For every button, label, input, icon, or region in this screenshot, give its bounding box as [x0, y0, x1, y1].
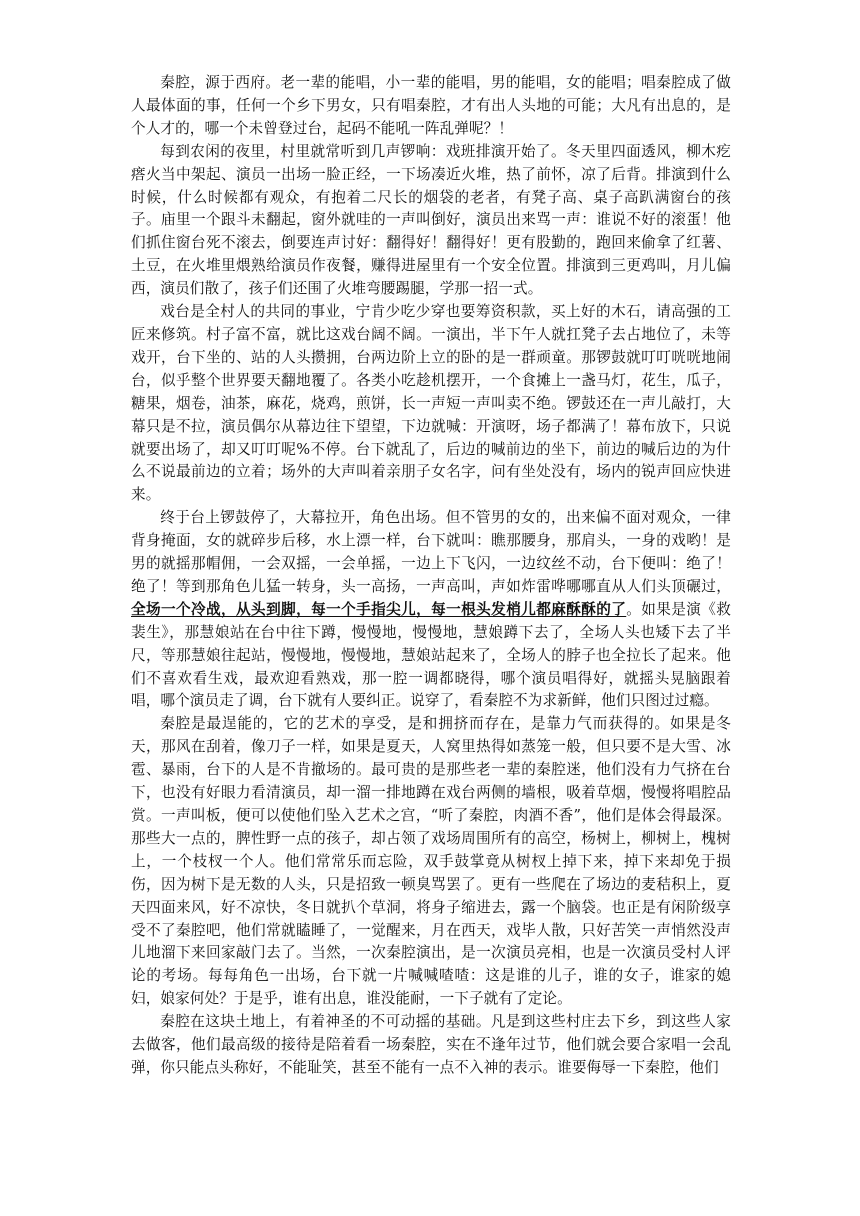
paragraph-text: 秦腔，源于西府。老一辈的能唱，小一辈的能唱，男的能唱，女的能唱；唱秦腔成了做人最体面的事，任何一个乡下男女，只有唱秦腔，才有出人头地的可能；大凡有出息的，是个人才的，哪一个未曾登过台，起码不能吼一阵乱弹呢？！ [131, 74, 731, 137]
paragraph [131, 301, 731, 507]
underlined-bold-sentence: 全场一个冷战，从头到脚，每一个手指尖儿，每一根头发梢儿都麻酥酥的了 [131, 600, 627, 618]
paragraph [131, 141, 731, 301]
paragraph [131, 507, 731, 713]
paragraph-text: 。如果是演《救裴生》，那慧娘站在台中往下蹲，慢慢地，慢慢地，慧娘蹲下去了，全场人头也矮下去了半尺，等那慧娘往起站，慢慢地，慢慢地，慧娘站起来了，全场人的脖子也全拉长了起来。他们不喜欢看生戏，最欢迎看熟戏，那一腔一调都晓得，哪个演员唱得好，就摇头晃脑跟着唱，哪个演员走了调，台下就有人要纠正。说穿了，看秦腔不为求新鲜，他们只图过过瘾。 [131, 600, 731, 710]
paragraph [131, 713, 731, 1011]
paragraph-text: 秦腔在这块土地上，有着神圣的不可动摇的基础。凡是到这些村庄去下乡，到这些人家去做客，他们最高级的接待是陪着看一场秦腔，实在不逢年过节，他们就会要合家唱一会乱弹，你只能点头称好，不能耻笑，甚至不能有一点不入神的表示。谁要侮辱一下秦腔，他们 [131, 1013, 731, 1076]
paragraph [131, 1011, 731, 1080]
paragraph-text: 戏台是全村人的共同的事业，宁肯少吃少穿也要筹资积款，买上好的木石，请高强的工匠来修筑。村子富不富，就比这戏台阔不阔。一演出，半下午人就扛凳子去占地位了，未等戏开，台下坐的、站的人头攒拥，台两边阶上立的卧的是一群顽童。那锣鼓就叮叮咣咣地闹台，似乎整个世界要天翻地覆了。各类小吃趁机摆开，一个食摊上一盏马灯，花生，瓜子，糖果，烟卷，油茶，麻花，烧鸡，煎饼，长一声短一声叫卖不绝。锣鼓还在一声儿敲打，大幕只是不拉，演员偶尔从幕边往下望望，下边就喊：开演呀，场子都满了！幕布放下，只说就要出场了，却又叮叮呢%不停。台下就乱了，后边的喊前边的坐下，前边的喊后边的为什么不说最前边的立着；场外的大声叫着亲朋子女名字，问有坐处没有，场内的锐声回应快进来。 [131, 303, 731, 504]
paragraph [131, 72, 731, 141]
essay-body [131, 72, 731, 1080]
paragraph-text: 每到农闲的夜里，村里就常听到几声锣响：戏班排演开始了。冬天里四面透风，柳木疙瘩火当中架起、演员一出场一脸正经，一下场凑近火堆，热了前怀，凉了后背。排演到什么时候，什么时候都有观众，有抱着二尺长的烟袋的老者，有凳子高、桌子高趴满窗台的孩子。庙里一个跟斗未翻起，窗外就哇的一声叫倒好，演员出来骂一声：谁说不好的滚蛋！他们抓住窗台死不滚去，倒要连声讨好：翻得好！翻得好！更有股勤的，跑回来偷拿了红薯、土豆，在火堆里煨熟给演员作夜餐，赚得进屋里有一个安全位置。排演到三更鸡叫，月儿偏西，演员们散了，孩子们还围了火堆弯腰踢腿，学那一招一式。 [131, 142, 731, 298]
paragraph-text: 终于台上锣鼓停了，大幕拉开，角色出场。但不管男的女的，出来偏不面对观众，一律背身掩面，女的就碎步后移，水上漂一样，台下就叫：瞧那腰身，那肩头，一身的戏哟！是男的就摇那帽佣，一会双摇，一会单摇，一边上下飞闪，一边纹丝不动，台下便叫：绝了！绝了！等到那角色儿猛一转身，头一高扬，一声高叫，声如炸雷哗哪哪直从人们头顶碾过， [131, 509, 731, 595]
paragraph-text: 秦腔是最逞能的，它的艺术的享受，是和拥挤而存在，是靠力气而获得的。如果是冬天，那风在刮着，像刀子一样，如果是夏天，人窝里热得如蒸笼一般，但只要不是大雪、冰雹、暴雨，台下的人是不肯撤场的。最可贵的是那些老一辈的秦腔迷，他们没有力气挤在台下，也没有好眼力看清演员，却一溜一排地蹲在戏台两侧的墙根，吸着草烟，慢慢将唱腔品赏。一声叫板，便可以使他们坠入艺术之宫，“听了秦腔，肉酒不香”，他们是体会得最深。那些大一点的，脾性野一点的孩子，却占领了戏场周围所有的高空，杨树上，柳树上，槐树上，一个枝杈一个人。他们常常乐而忘险，双手鼓掌竟从树杈上掉下来，掉下来却免于损伤，因为树下是无数的人头，只是招致一顿臭骂罢了。更有一些爬在了场边的麦秸积上，夏天四面来风，好不凉快，冬日就扒个草洞，将身子缩进去，露一个脑袋。也正是有闲阶级享受不了秦腔吧，他们常就瞌睡了，一觉醒来，月在西天，戏毕人散，只好苦笑一声悄然没声儿地溜下来回家敲门去了。当然，一次秦腔演出，是一次演员亮相，也是一次演员受村人评论的考场。每每角色一出场，台下就一片喊喊喳喳：这是谁的儿子，谁的女子，谁家的媳妇，娘家何处？于是乎，谁有出息，谁没能耐，一下子就有了定论。 [131, 715, 731, 1008]
